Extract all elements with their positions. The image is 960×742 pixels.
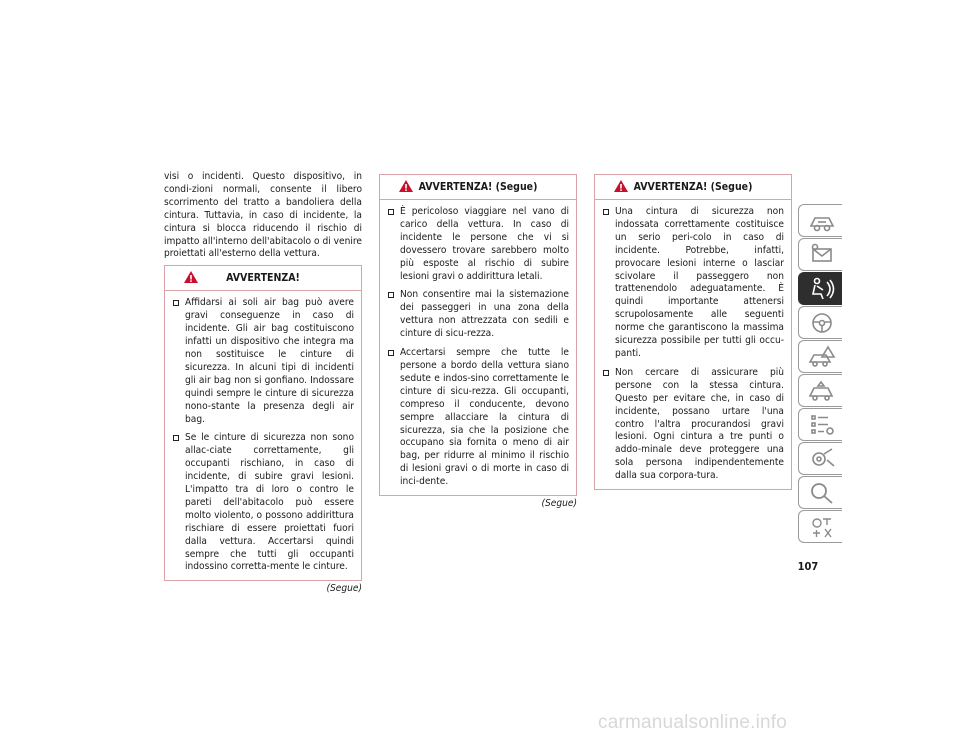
chapter-tab-6[interactable] <box>798 374 842 407</box>
chapter-tab-10[interactable] <box>798 510 842 543</box>
list-item: Affidarsi ai soli air bag può avere gravi conseguenze in caso di incidente. Gli air bag costituiscono infatti un dispositivo che integra ma non sostituisce le cinture di sicurezza. In alcuni tipi di incidenti gli air bag non si gonfiano. Indossare quindi sempre le cinture di sicurezza nono-stante la presenza degli air bag. <box>173 297 354 426</box>
warning-box-3 <box>594 174 792 490</box>
column-3 <box>594 174 792 490</box>
chapter-tab-4[interactable] <box>798 306 842 339</box>
continued-label: (Segue) <box>326 583 362 595</box>
warning-triangle-icon <box>183 270 199 284</box>
wrench-gear-icon <box>807 446 837 472</box>
chapter-tab-2[interactable] <box>798 238 842 271</box>
list-item: Se le cinture di sicurezza non sono allac-ciate correttamente, gli occupanti rischiano, in caso di incidente, di subire gravi lesioni. L'impatto tra di loro o contro le pareti dell'abitacolo può essere molto violento, o possono addirittura rischiare di essere proiettati fuori dalla vettura. Accertarsi quindi sempre che tutti gli occupanti indossino corretta-mente le cinture. <box>173 432 354 574</box>
envelope-key-icon <box>807 242 837 268</box>
warning-triangle-icon <box>398 179 414 193</box>
list-item: Accertarsi sempre che tutte le persone a bordo della vettura siano sedute e indos-sino correttamente le cinture di sicu-rezza. Gli occupanti, compreso il conducente, devono sempre allacciare la cintura di sicurezza, sia che la posizione che occupano sia fornita o meno di air bag, per ridurre al minimo il rischio di lesioni gravi o di morte in caso di inci-dente. <box>388 347 569 489</box>
column-1 <box>164 171 362 596</box>
bullet-square-icon <box>173 300 179 306</box>
maintenance-checklist-icon <box>807 412 837 438</box>
seat-occupant-airbag-icon <box>807 276 837 302</box>
car-dashboard-icon <box>807 208 837 234</box>
warning-body <box>165 291 361 580</box>
chapter-tab-9[interactable] <box>798 476 842 509</box>
warning-header <box>595 175 791 200</box>
chapter-tab-3-active[interactable] <box>798 272 842 305</box>
car-warning-icon <box>807 344 837 370</box>
bullet-square-icon <box>388 350 394 356</box>
bullet-square-icon <box>388 209 394 215</box>
warning-box-1 <box>164 265 362 581</box>
bullet-square-icon <box>388 292 394 298</box>
warning-body <box>380 200 576 495</box>
warning-title: AVVERTENZA! <box>226 272 300 285</box>
column-2 <box>379 174 577 511</box>
watermark: carmanualsonline.info <box>598 712 788 733</box>
page-number: 107 <box>797 560 819 573</box>
chapter-tab-7[interactable] <box>798 408 842 441</box>
list-item: Non consentire mai la sistemazione dei passeggeri in una zona della vettura non attrezzata con sedili e cinture di sicu-rezza. <box>388 289 569 341</box>
language-symbols-icon <box>807 514 837 540</box>
warning-title: AVVERTENZA! (Segue) <box>633 181 753 193</box>
warning-box-2 <box>379 174 577 496</box>
continued-label: (Segue) <box>541 498 577 510</box>
warning-title: AVVERTENZA! (Segue) <box>418 181 538 193</box>
steering-wheel-icon <box>807 310 837 336</box>
chapter-tab-5[interactable] <box>798 340 842 373</box>
bullet-square-icon <box>603 370 609 376</box>
warning-body <box>595 200 791 489</box>
magnifier-icon <box>807 480 837 506</box>
list-item: Una cintura di sicurezza non indossata correttamente costituisce un serio peri-colo in caso di incidente. Potrebbe, infatti, provocare lesioni interne o lasciar scivolare il passeggero non trattenendolo adeguatamente. È quindi importante attenersi scrupolosamente alle seguenti norme che garantiscono la massima sicurezza possibile per tutti gli occu-panti. <box>603 206 784 361</box>
warning-header <box>380 175 576 200</box>
chapter-tab-8[interactable] <box>798 442 842 475</box>
bullet-square-icon <box>173 435 179 441</box>
car-hazard-icon <box>807 378 837 404</box>
bullet-square-icon <box>603 209 609 215</box>
list-item: È pericoloso viaggiare nel vano di carico della vettura. In caso di incidente le persone che vi si dovessero trovare sarebbero molto più esposte al rischio di subire lesioni gravi o addirittura letali. <box>388 206 569 283</box>
intro-paragraph: visi o incidenti. Questo dispositivo, in condi-zioni normali, consente il libero scorrimento del tratto a bandoliera della cintura. Tuttavia, in caso di incidente, la cintura si blocca riducendo il rischio di impatto all'interno dell'abitacolo o di venire proiettati all'esterno della vettura. <box>164 171 362 260</box>
warning-triangle-icon <box>613 179 629 193</box>
chapter-tab-1[interactable] <box>798 204 842 237</box>
warning-header <box>165 266 361 291</box>
list-item: Non cercare di assicurare più persone con la stessa cintura. Questo per evitare che, in caso di incidente, possano urtare l'una contro l'altra procurandosi gravi lesioni. Ogni cintura a tre punti o addo-minale deve proteggere una sola persona indipendentemente dalla sua corpora-tura. <box>603 367 784 483</box>
